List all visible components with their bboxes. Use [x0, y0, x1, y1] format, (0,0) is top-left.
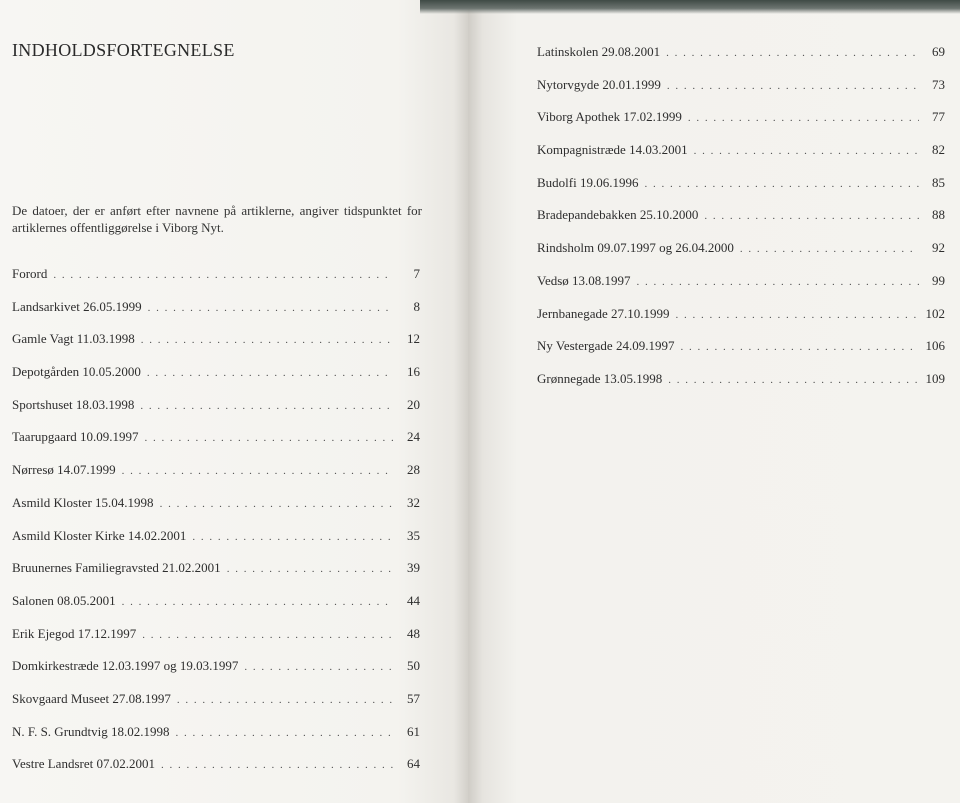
toc-entry-page-number: 106 [925, 338, 945, 354]
toc-entry-title: Vedsø 13.08.1997 [537, 272, 631, 288]
leader-dots [666, 47, 919, 59]
toc-list-left [12, 266, 420, 789]
left-page [0, 0, 468, 803]
leader-dots [53, 269, 394, 281]
toc-entry [537, 240, 945, 273]
toc-entry [537, 207, 945, 240]
leader-dots [160, 498, 394, 510]
toc-entry-title: Taarupgaard 10.09.1997 [12, 429, 139, 445]
toc-entry-page-number: 16 [407, 364, 420, 380]
toc-entry [12, 331, 420, 364]
toc-entry-title: Skovgaard Museet 27.08.1997 [12, 690, 171, 706]
toc-entry [537, 175, 945, 208]
leader-dots [694, 145, 919, 157]
toc-entry [12, 560, 420, 593]
toc-entry-page-number: 85 [932, 174, 945, 190]
leader-dots [161, 759, 394, 771]
toc-entry-title: Kompagnistræde 14.03.2001 [537, 142, 688, 158]
toc-entry-page-number: 73 [932, 76, 945, 92]
toc-entry-title: Salonen 08.05.2001 [12, 592, 116, 608]
toc-entry-page-number: 28 [407, 462, 420, 478]
toc-entry [12, 756, 420, 789]
toc-entry-title: Ny Vestergade 24.09.1997 [537, 338, 675, 354]
toc-entry-title: Bruunernes Familiegravsted 21.02.2001 [12, 560, 221, 576]
toc-entry-title: Viborg Apothek 17.02.1999 [537, 109, 682, 125]
toc-entry-page-number: 64 [407, 756, 420, 772]
toc-entry-title: Landsarkivet 26.05.1999 [12, 298, 142, 314]
toc-entry-page-number: 57 [407, 690, 420, 706]
toc-entry [537, 273, 945, 306]
toc-entry-page-number: 48 [407, 625, 420, 641]
leader-dots [122, 596, 394, 608]
page-edge-shadow [420, 0, 960, 14]
leader-dots [227, 563, 394, 575]
toc-entry [537, 44, 945, 77]
leader-dots [177, 694, 394, 706]
toc-entry-page-number: 82 [932, 142, 945, 158]
toc-entry [12, 626, 420, 659]
leader-dots [740, 243, 919, 255]
toc-entry [537, 109, 945, 142]
toc-entry-page-number: 69 [932, 44, 945, 59]
toc-entry-page-number: 92 [932, 240, 945, 256]
leader-dots [142, 629, 394, 641]
toc-entry-title: Erik Ejegod 17.12.1997 [12, 625, 137, 641]
toc-entry-title: Nytorvgyde 20.01.1999 [537, 76, 661, 92]
toc-entry-title: Rindsholm 09.07.1997 og 26.04.2000 [537, 240, 734, 256]
toc-entry-page-number: 20 [407, 396, 420, 412]
toc-entry-page-number: 102 [925, 305, 945, 321]
toc-entry-page-number: 12 [407, 331, 420, 347]
leader-dots [140, 400, 394, 412]
leader-dots [122, 465, 394, 477]
toc-entry [12, 593, 420, 626]
toc-list-right [537, 44, 945, 404]
toc-entry [537, 371, 945, 404]
leader-dots [176, 727, 395, 739]
toc-entry [12, 724, 420, 757]
leader-dots [688, 112, 919, 124]
toc-entry-title: Budolfi 19.06.1996 [537, 174, 639, 190]
toc-entry-page-number: 61 [407, 723, 420, 739]
toc-entry [537, 142, 945, 175]
intro-paragraph: De datoer, der er anført efter navnene på artiklerne, angiver tidspunktet for artiklernes offentliggørelse i Viborg Nyt. [12, 203, 422, 235]
toc-entry-title: Domkirkestræde 12.03.1997 og 19.03.1997 [12, 658, 239, 674]
toc-entry-title: N. F. S. Grundtvig 18.02.1998 [12, 723, 170, 739]
leader-dots [668, 374, 919, 386]
toc-entry [12, 397, 420, 430]
toc-entry-page-number: 50 [407, 658, 420, 674]
leader-dots [680, 341, 919, 353]
toc-entry-title: Asmild Kloster 15.04.1998 [12, 494, 154, 510]
page-title: INDHOLDSFORTEGNELSE [12, 40, 235, 60]
toc-entry [537, 306, 945, 339]
toc-entry [12, 495, 420, 528]
leader-dots [676, 309, 920, 321]
toc-entry-title: Latinskolen 29.08.2001 [537, 44, 661, 59]
toc-entry-title: Nørresø 14.07.1999 [12, 462, 116, 478]
toc-entry [12, 299, 420, 332]
toc-entry [12, 528, 420, 561]
leader-dots [148, 302, 394, 314]
toc-entry-title: Depotgården 10.05.2000 [12, 364, 141, 380]
toc-entry-title: Asmild Kloster Kirke 14.02.2001 [12, 527, 187, 543]
toc-entry [12, 364, 420, 397]
toc-entry [537, 77, 945, 110]
toc-entry [12, 429, 420, 462]
toc-entry-page-number: 99 [932, 272, 945, 288]
leader-dots [147, 367, 394, 379]
toc-entry-title: Sportshuset 18.03.1998 [12, 396, 135, 412]
toc-entry-title: Jernbanegade 27.10.1999 [537, 305, 670, 321]
toc-entry-title: Grønnegade 13.05.1998 [537, 370, 663, 386]
toc-entry-page-number: 32 [407, 494, 420, 510]
toc-entry [537, 338, 945, 371]
leader-dots [192, 531, 394, 543]
toc-entry-page-number: 24 [407, 429, 420, 445]
toc-entry [12, 462, 420, 495]
leader-dots [141, 334, 394, 346]
toc-entry-page-number: 7 [413, 266, 420, 281]
toc-entry-title: Gamle Vagt 11.03.1998 [12, 331, 135, 347]
leader-dots [637, 276, 919, 288]
toc-entry-page-number: 39 [407, 560, 420, 576]
leader-dots [644, 178, 919, 190]
toc-entry-title: Forord [12, 266, 48, 281]
toc-entry-page-number: 109 [925, 370, 945, 386]
toc-entry-page-number: 8 [413, 298, 420, 314]
toc-entry-page-number: 88 [932, 207, 945, 223]
leader-dots [667, 80, 919, 92]
toc-entry [12, 266, 420, 299]
toc-entry-page-number: 77 [932, 109, 945, 125]
toc-entry [12, 691, 420, 724]
toc-entry-title: Bradepandebakken 25.10.2000 [537, 207, 699, 223]
leader-dots [704, 210, 919, 222]
toc-entry [12, 658, 420, 691]
toc-entry-page-number: 44 [407, 592, 420, 608]
leader-dots [145, 432, 394, 444]
leader-dots [244, 661, 394, 673]
toc-entry-page-number: 35 [407, 527, 420, 543]
toc-entry-title: Vestre Landsret 07.02.2001 [12, 756, 155, 772]
